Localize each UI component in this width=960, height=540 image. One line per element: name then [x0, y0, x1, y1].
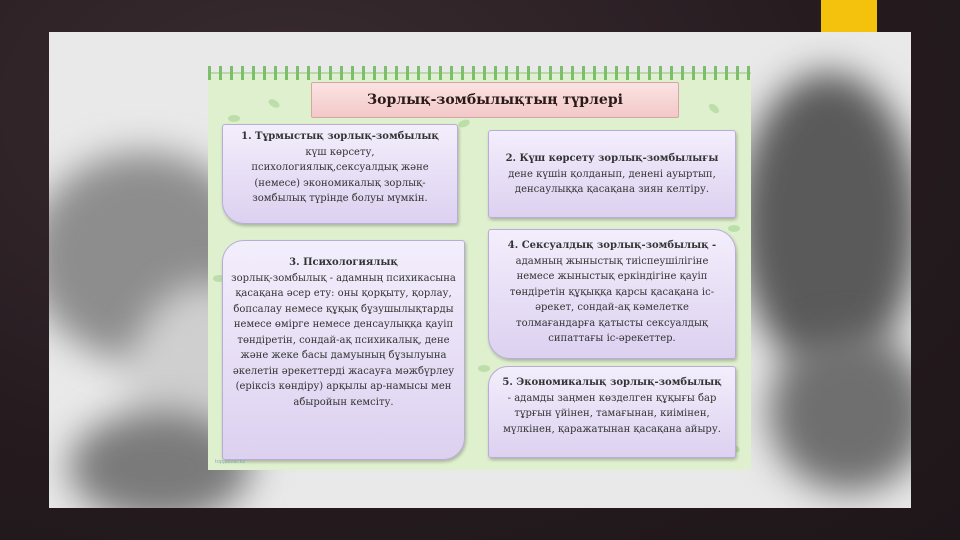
card-body: күш көрсету, психологиялық,сексуалдық және (немесе) экономикалық зорлық-зомбылық түрінде болуы мүмкін.	[251, 146, 429, 204]
card-body: зорлық-зомбылық - адамның психикасына қасақана әсер ету: оны қорқыту, қорлау, бопсалау немесе құқық бұзушылықтарды немесе өмірге немесе денсаулыққа қауіп төндіретін, сондай-ақ психикалық, дене және жеке басы дамуының бұзылуына әкелетін әрекеттерді жасауға мәжбүрлеу (еріксіз көндіру) арқылы ар-намысы мен абыройын кемсіту.	[231, 272, 456, 408]
shadow-arm-right	[769, 332, 911, 492]
card-physical-violence	[488, 130, 736, 218]
shadow-figure-right	[739, 72, 911, 372]
card-psychological-violence	[222, 240, 465, 460]
card-heading: 5. Экономикалық зорлық-зомбылық	[502, 377, 722, 388]
accent-square	[821, 0, 877, 33]
card-economic-violence	[488, 366, 736, 458]
poster-watermark: topjasvar.kz	[215, 459, 245, 465]
poster-title: Зорлық-зомбылықтың түрлері	[311, 82, 679, 118]
card-heading: 4. Сексуалдық зорлық-зомбылық -	[507, 240, 717, 251]
card-heading: 1. Тұрмыстық зорлық-зомбылық	[241, 131, 439, 142]
card-heading: 2. Күш көрсету зорлық-зомбылығы	[505, 153, 719, 164]
card-body: - адамды заңмен көзделген құқығы бар тұрғын үйінен, тамағынан, киімінен, мүлкінен, қаражатынан қасақана айыру.	[503, 392, 721, 435]
card-body: адамның жыныстық тиіспеушілігіне немесе жыныстық еркіндігіне қауіп төндіретін құқыққа қарсы қасақана іс-әрекет, сондай-ақ кәмелетке толмағандарға қатысты сексуалдық сипаттағы іс-әрекеттер.	[509, 255, 715, 344]
card-sexual-violence	[488, 229, 736, 359]
notebook-spiral	[208, 66, 751, 80]
card-heading: 3. Психологиялық	[289, 257, 398, 268]
card-domestic-violence	[222, 124, 458, 224]
card-body: дене күшін қолданып, денені ауыртып, денсаулыққа қасақана зиян келтіру.	[508, 168, 716, 195]
